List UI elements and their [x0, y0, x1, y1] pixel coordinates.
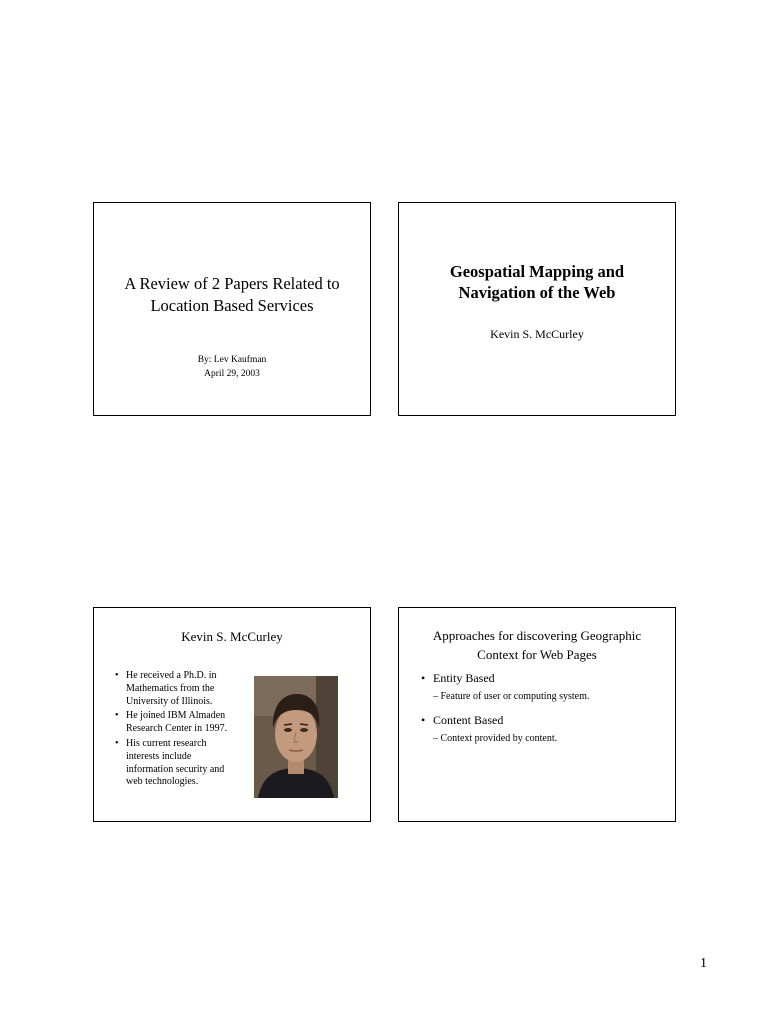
approach-item [421, 670, 667, 686]
slide-title-line: Location Based Services [150, 296, 314, 315]
approaches-title-line: Context for Web Pages [477, 647, 597, 662]
approaches-title [399, 626, 675, 664]
bio-bullet-text: He received a Ph.D. in Mathematics from the University of Illinois. [126, 670, 217, 707]
page-number: 1 [700, 956, 707, 971]
approach-label: Content Based [433, 713, 504, 727]
paper-author: Kevin S. McCurley [490, 327, 584, 341]
bullet-icon: • [421, 671, 426, 685]
bullet-icon: • [115, 737, 119, 749]
bio-title: Kevin S. McCurley [181, 629, 283, 644]
bio-bullet [106, 670, 236, 708]
approaches-title-line: Approaches for discovering Geographic [432, 628, 642, 643]
bio-bullet [106, 738, 236, 789]
bio-bullet-list [106, 670, 236, 791]
presentation-date: April 29, 2003 [204, 369, 260, 379]
approach-subitem: – Feature of user or computing system. [433, 691, 590, 702]
approach-label: Entity Based [433, 671, 495, 685]
bio-bullet-text: His current research interests include information security and web technologies. [126, 737, 225, 788]
bullet-icon: • [421, 713, 426, 727]
bio-bullet [106, 710, 236, 736]
author-portrait-photo [254, 676, 338, 798]
slide-approaches [398, 607, 676, 822]
approach-item [421, 712, 667, 728]
bullet-icon: • [115, 710, 119, 722]
slide-author-bio [93, 607, 371, 822]
slide-title-line: A Review of 2 Papers Related to [124, 274, 340, 293]
portrait-illustration [254, 676, 338, 798]
approaches-list [421, 670, 667, 754]
approach-subitem: – Context provided by content. [433, 733, 558, 744]
paper-title-line: Navigation of the Web [458, 283, 616, 302]
slide-title [93, 202, 371, 416]
bullet-icon: • [115, 670, 119, 681]
bio-bullet-text: He joined IBM Almaden Research Center in 1997. [126, 710, 228, 735]
paper-title-line: Geospatial Mapping and [449, 262, 625, 281]
author-byline: By: Lev Kaufman [197, 355, 267, 365]
slide-title-heading [94, 273, 370, 317]
slide-paper-title [398, 202, 676, 416]
slide-byline-block [94, 353, 370, 381]
paper-title [399, 261, 675, 303]
